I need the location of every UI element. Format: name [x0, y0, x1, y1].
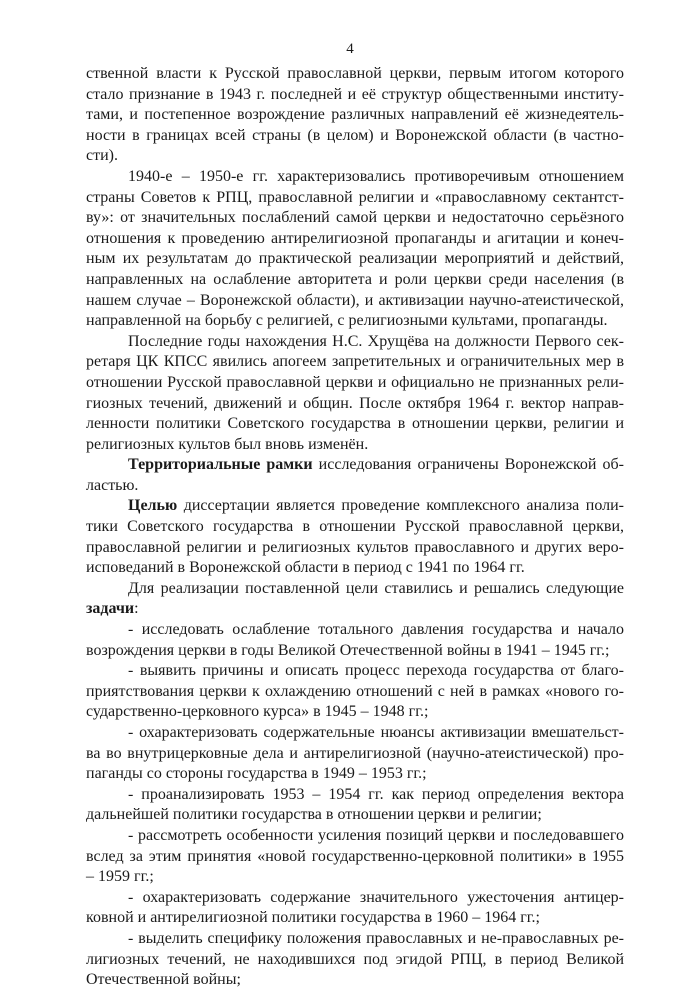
text-line: ственной власти к Русской православной церкви, первым итогом которого	[86, 65, 624, 82]
bold-term: задачи	[86, 600, 135, 618]
page-number: 4	[346, 41, 354, 57]
text-line: вслед за этим принятия «новой государственно-церковной политики» в 1955	[86, 847, 624, 865]
text-line: тами, и постепенное возрождение различных направлений её жизнедеятель-	[86, 106, 624, 124]
text-line: ковной и антирелигиозной политики государства в 1960 – 1964 гг.;	[86, 909, 540, 927]
text-line: сти).	[86, 147, 118, 165]
list-item-line: - выявить причины и описать процесс перехода государства от благо-	[128, 662, 624, 680]
paragraph-first-line: Целью диссертации является проведение комплексного анализа поли-	[128, 497, 624, 515]
text-line: направленных на ослабление авторитета и роли церкви среди населения (в	[86, 270, 624, 288]
text-line: ленности политики Советского государства в отношении церкви, религии и	[86, 415, 624, 433]
text-line: страны Советов к РПЦ, православной религии и «православному сектантст-	[86, 188, 624, 206]
text-line: стало признание в 1943 г. последней и её структур общественными институ-	[86, 85, 624, 103]
text-line: исповеданий в Воронежской области в период с 1941 по 1964 гг.	[86, 559, 525, 577]
text-line: направленной на борьбу с религией, с религиозными культами, пропаганды.	[86, 312, 608, 330]
text-line: возрождения церкви в годы Великой Отечественной войны в 1941 – 1945 гг.;	[86, 641, 610, 659]
bold-term: Территориальные рамки	[128, 456, 313, 474]
text-line: сударственно-церковного курса» в 1945 – 1948 гг.;	[86, 703, 429, 721]
text-line: гиозных течений, движений и общин. После октября 1964 г. вектор направ-	[86, 394, 624, 412]
paragraph-first-line: Для реализации поставленной цели ставились и решались следующие	[128, 579, 624, 597]
list-item-line: - выделить специфику положения православных и не-православных ре-	[128, 929, 624, 947]
paragraph-first-line: Последние годы нахождения Н.С. Хрущёва на должности Первого сек-	[128, 332, 624, 350]
text-line: ву»: от значительных послаблений самой церкви и недостаточно серьёзного	[86, 209, 624, 227]
text-line: ретаря ЦК КПСС явились апогеем запретительных и ограничительных мер в	[86, 353, 624, 371]
text-line: ности в границах всей страны (в целом) и Воронежской области (в частно-	[86, 126, 624, 144]
paragraph-first-line: 1940-е – 1950-е гг. характеризовались противоречивым отношением	[128, 167, 624, 185]
bold-term: Целью	[128, 497, 178, 515]
text-line: отношении Русской православной церкви и официально не признанных рели-	[86, 373, 624, 391]
text-line: ва во внутрицерковные дела и антирелигиозной (научно-атеистической) про-	[86, 744, 624, 762]
text-line: ным их результатам до практической реализации мероприятий и действий,	[86, 250, 624, 268]
text-line: паганды со стороны государства в 1949 – 1953 гг.;	[86, 765, 427, 783]
list-item-line: - рассмотреть особенности усиления позиций церкви и последовавшего	[128, 826, 624, 844]
text-line: нашем случае – Воронежской области), и активизации научно-атеистической,	[86, 291, 624, 309]
text-line: приятствования церкви к охлаждению отношений с ней в рамках «нового го-	[86, 682, 624, 700]
text-line: – 1959 гг.;	[86, 868, 154, 886]
text-line: Отечественной войны;	[86, 971, 241, 989]
text-line: дальнейшей политики государства в отношении церкви и религии;	[86, 806, 542, 824]
text-line: задачи:	[86, 600, 139, 618]
list-item-line: - исследовать ослабление тотального давления государства и начало	[128, 621, 624, 639]
body-text	[86, 64, 624, 991]
paragraph-first-line: Территориальные рамки исследования ограничены Воронежской об-	[128, 456, 624, 474]
text-line: православной религии и религиозных культов православного и других веро-	[86, 538, 624, 556]
list-item-line: - охарактеризовать содержательные нюансы активизации вмешательст-	[128, 724, 624, 741]
text-line: отношения к проведению антирелигиозной пропаганды и агитации и конеч-	[86, 229, 624, 247]
text-line: лигиозных течений, не находившихся под эгидой РПЦ, в период Великой	[86, 950, 624, 968]
text-line: религиозных культов был вновь изменён.	[86, 435, 369, 453]
text-line: тики Советского государства в отношении Русской православной церкви,	[86, 518, 624, 536]
list-item-line: - охарактеризовать содержание значительного ужесточения антицер-	[128, 888, 624, 906]
text-line: ластью.	[86, 476, 139, 494]
list-item-line: - проанализировать 1953 – 1954 гг. как период определения вектора	[128, 785, 624, 803]
